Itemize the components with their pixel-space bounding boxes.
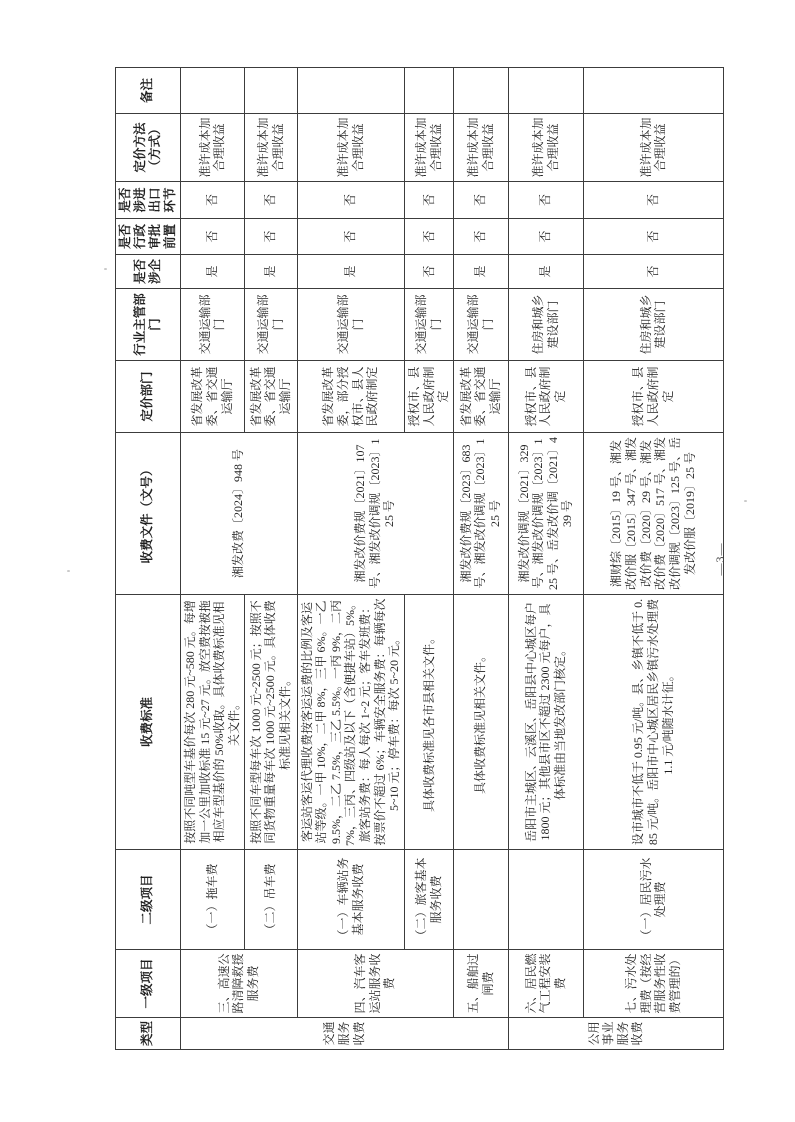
cell-pricing-method: 准许成本加合理收益 <box>181 114 245 182</box>
col-header-level1: 一级项目 <box>116 950 181 1018</box>
cell-remark <box>244 68 297 114</box>
cell-pricing-dept: 省发展改革委，部分授权市、县人民政府制定 <box>297 361 404 433</box>
cell-level2 <box>453 850 508 950</box>
cell-pricing-method: 准许成本加合理收益 <box>244 114 297 182</box>
col-header-level2: 二级项目 <box>116 850 181 950</box>
cell-document-rows-3-4: 湘发改价费规〔2021〕107 号、湘发改价调规〔2023〕125 号 <box>297 433 453 595</box>
cell-remark <box>508 68 583 114</box>
cell-admin-approval: 否 <box>453 219 508 255</box>
cell-level1-item6: 六、居民燃气工程安装费 <box>508 950 583 1018</box>
cell-document: 湘发改价费规〔2023〕683 号、湘发改价调规〔2023〕125 号 <box>453 433 508 595</box>
col-header-remark: 备注 <box>116 68 181 114</box>
cell-industry-dept: 交通运输部门 <box>181 289 245 361</box>
cell-pricing-dept: 省发展改革委、省交通运输厅 <box>181 361 245 433</box>
cell-level1-item3: 三、高速公路清障救援服务费 <box>181 950 298 1018</box>
cell-involves-enterprise: 否 <box>583 255 723 289</box>
table-row-ship-lock-fee <box>453 68 508 1050</box>
cell-type-public-utility: 公用事业服务收费 <box>508 1018 723 1050</box>
table-row-station-basic-service <box>297 68 404 1050</box>
cell-industry-dept: 交通运输部门 <box>297 289 404 361</box>
cell-level1-item7: 七、污水处理费（按经营服务性收费管理的） <box>583 950 723 1018</box>
cell-level2: （一）居民污水处理费 <box>583 850 723 950</box>
cell-import-export: 否 <box>583 182 723 219</box>
col-header-import-export: 是否涉进出口环节 <box>116 182 181 219</box>
cell-level2: （二）吊车费 <box>244 850 297 950</box>
cell-document-rows-1-2: 湘发改费〔2024〕948 号 <box>181 433 298 595</box>
cell-pricing-dept: 省发展改革委、省交通运输厅 <box>453 361 508 433</box>
cell-admin-approval: 否 <box>508 219 583 255</box>
col-header-pricing-method: 定价方法（方式） <box>116 114 181 182</box>
cell-admin-approval: 否 <box>297 219 404 255</box>
cell-import-export: 否 <box>404 182 453 219</box>
cell-admin-approval: 否 <box>244 219 297 255</box>
cell-pricing-dept: 省发展改革委、省交通运输厅 <box>244 361 297 433</box>
cell-pricing-dept: 授权市、县人民政府制定 <box>404 361 453 433</box>
table-row-towing-fee <box>181 68 245 1050</box>
cell-involves-enterprise: 否 <box>404 255 453 289</box>
cell-remark <box>297 68 404 114</box>
cell-import-export: 否 <box>453 182 508 219</box>
cell-standard: 具体收费标准见各市县相关文件。 <box>404 595 453 850</box>
cell-industry-dept: 交通运输部门 <box>404 289 453 361</box>
scan-speck <box>744 500 747 502</box>
cell-industry-dept: 住房和城乡建设部门 <box>583 289 723 361</box>
cell-level2: （一）拖车费 <box>181 850 245 950</box>
cell-industry-dept: 交通运输部门 <box>244 289 297 361</box>
cell-industry-dept: 交通运输部门 <box>453 289 508 361</box>
cell-document: 湘财综〔2015〕19 号、湘发改价服〔2015〕347 号、湘发改价费〔2020〕29 号、湘发改价费〔2020〕517 号、湘发改价调规〔2023〕125 号、岳发改价服〔2019〕25 号 <box>583 433 723 595</box>
cell-standard: 按照不同吨型车基价每次 280 元~580 元。每增加一公里加收标准 15 元~27 元。放空费按被拖相应车型基价的 50%收取。具体收费标准见相关文件。 <box>181 595 245 850</box>
header-row <box>116 68 181 1050</box>
cell-admin-approval: 否 <box>583 219 723 255</box>
cell-document: 湘发改价调规〔2021〕329 号、湘发改价调规〔2023〕125 号、岳发改价调〔2021〕439 号 <box>508 433 583 595</box>
cell-involves-enterprise: 是 <box>181 255 245 289</box>
col-header-industry-dept: 行业主管部门 <box>116 289 181 361</box>
cell-import-export: 否 <box>508 182 583 219</box>
cell-level2 <box>508 850 583 950</box>
table-row-gas-installation-fee <box>508 68 583 1050</box>
cell-import-export: 否 <box>181 182 245 219</box>
cell-involves-enterprise: 是 <box>297 255 404 289</box>
cell-level2: （一）车辆站务基本服务收费 <box>297 850 404 950</box>
cell-industry-dept: 住房和城乡建设部门 <box>508 289 583 361</box>
cell-level1-item4: 四、汽车客运站服务收费 <box>297 950 453 1018</box>
scan-speck <box>67 570 70 572</box>
cell-type-transport: 交通服务收费 <box>181 1018 509 1050</box>
col-header-document: 收费文件（文号） <box>116 433 181 595</box>
cell-standard: 按照不同车型每车次 1000 元~2500 元；按照不同货物重量每车次 1000 元~2500 元。具体收费标准见相关文件。 <box>244 595 297 850</box>
cell-pricing-method: 准许成本加合理收益 <box>453 114 508 182</box>
cell-remark <box>583 68 723 114</box>
cell-import-export: 否 <box>297 182 404 219</box>
cell-admin-approval: 否 <box>181 219 245 255</box>
cell-standard: 具体收费标准见相关文件。 <box>453 595 508 850</box>
cell-pricing-dept: 授权市、县人民政府制定 <box>583 361 723 433</box>
col-header-admin-approval: 是否行政审批前置 <box>116 219 181 255</box>
col-header-involves-enterprise: 是否涉企 <box>116 255 181 289</box>
cell-remark <box>404 68 453 114</box>
cell-standard: 设市城市不低于 0.95 元/吨。县、乡镇不低于 0.85 元/吨。岳阳市中心城区居民乡镇污水处理费 1.1 元/吨随水计征。 <box>583 595 723 850</box>
cell-pricing-method: 准许成本加合理收益 <box>297 114 404 182</box>
fee-standards-table <box>115 67 724 1050</box>
cell-involves-enterprise: 是 <box>244 255 297 289</box>
cell-standard: 岳阳市主城区、云溪区、岳阳县中心城区每户 1800 元；其他县市区不超过 2300 元每户，具体标准由当地发改部门核定。 <box>508 595 583 850</box>
rotated-landscape-sheet <box>115 68 760 1050</box>
cell-import-export: 否 <box>244 182 297 219</box>
cell-pricing-method: 准许成本加合理收益 <box>508 114 583 182</box>
col-header-pricing-dept: 定价部门 <box>116 361 181 433</box>
cell-level2: （二）旅客基本服务收费 <box>404 850 453 950</box>
cell-pricing-method: 准许成本加合理收益 <box>583 114 723 182</box>
cell-pricing-method: 准许成本加合理收益 <box>404 114 453 182</box>
cell-standard: 客运站客运代理收费按客运运费的比例及客运站等级。一甲 10%，二甲 8%，三甲 6%。一乙 9.5%，二乙 7.5%，三乙 5.5%。一丙 9%，二丙 7%，三丙、四级站及以下（含便捷车站）5%。旅客站务费：每人每次 1~2 元；客车发班费：按票价不超过 6%；车辆安全服务费：每辆每次 5~10 元；停车费：每次 5~20 元。 <box>297 595 404 850</box>
cell-pricing-dept: 授权市、县人民政府制定 <box>508 361 583 433</box>
cell-involves-enterprise: 是 <box>508 255 583 289</box>
cell-involves-enterprise: 是 <box>453 255 508 289</box>
col-header-standard: 收费标准 <box>116 595 181 850</box>
scan-speck <box>104 268 107 270</box>
cell-admin-approval: 否 <box>404 219 453 255</box>
cell-remark <box>181 68 245 114</box>
col-header-type: 类型 <box>116 1018 181 1050</box>
cell-remark <box>453 68 508 114</box>
table-row-sewage-treatment-fee <box>583 68 723 1050</box>
cell-level1-item5: 五、船舶过闸费 <box>453 950 508 1018</box>
page-number: —3— <box>713 542 727 576</box>
